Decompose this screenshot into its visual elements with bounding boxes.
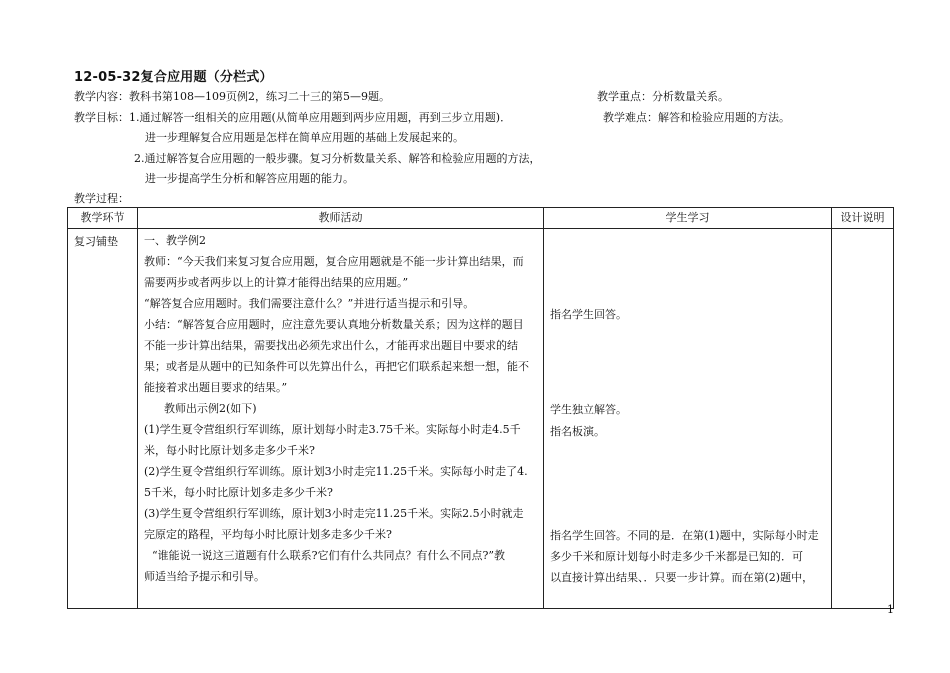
column-header-stage: 教学环节	[68, 208, 138, 229]
teaching-goal-1: 教学目标：1.通过解答一组相关的应用题(从简单应用题到两步应用题，再到三步立用题)．	[74, 111, 512, 124]
page-title: 12-05-32复合应用题（分栏式）	[74, 70, 273, 85]
stage-label: 复习铺垫	[74, 235, 118, 248]
teacher-line: (1)学生夏令营组织行军训练，原计划每小时走3.75千米。实际每小时走4.5千	[144, 423, 521, 436]
column-header-design: 设计说明	[832, 208, 894, 229]
teacher-activity-cell	[138, 229, 544, 609]
teacher-line: 完原定的路程，平均每小时比原计划多走多少千米?	[144, 528, 392, 541]
student-line: 指名学生回答。	[550, 308, 627, 321]
design-notes-cell	[832, 229, 894, 609]
student-line: 以直接计算出结果、．只要一步计算。而在第(2)题中，	[550, 571, 814, 584]
teacher-line: 5千米，每小时比原计划多走多少千米?	[144, 486, 333, 499]
teacher-line: 教师出示例2(如下)	[164, 402, 257, 415]
teacher-line: “谁能说一说这三道题有什么联系?它们有什么共同点？有什么不同点?”教	[152, 549, 506, 562]
teacher-line: 需要两步或者两步以上的计算才能得出结果的应用题。”	[144, 276, 409, 289]
student-line: 学生独立解答。	[550, 403, 627, 416]
teacher-line: “解答复合应用题时。我们需要注意什么？”并进行适当提示和引导。	[144, 297, 475, 310]
teacher-line: 不能一步计算出结果，需要找出必须先求出什么，才能再求出题目中要求的结	[144, 339, 518, 352]
student-learning-cell	[544, 229, 832, 609]
teacher-line: 米，每小时比原计划多走多少千米?	[144, 444, 315, 457]
teaching-goal-1-continued: 进一步理解复合应用题是怎样在简单应用题的基础上发展起来的。	[145, 131, 464, 144]
teaching-goal-2: 2.通过解答复合应用题的一般步骤。复习分析数量关系、解答和检验应用题的方法，	[134, 152, 541, 165]
column-header-student: 学生学习	[544, 208, 832, 229]
teaching-content: 教学内容：教科书第108—109页例2，练习二十三的第5—9题。	[74, 90, 390, 103]
teacher-line: 小结：“解答复合应用题时，应注意先要认真地分析数量关系；因为这样的题目	[144, 318, 524, 331]
teacher-line: 果；或者是从题中的已知条件可以先算出什么，再把它们联系起来想一想，能不	[144, 360, 529, 373]
student-line: 指名学生回答。不同的是．在第(1)题中，实际每小时走	[550, 529, 819, 542]
student-line: 指名板演。	[550, 425, 605, 438]
teaching-difficulty: 教学难点：解答和检验应用题的方法。	[603, 111, 790, 124]
column-header-teacher: 教师活动	[138, 208, 544, 229]
teacher-line: 一、教学例2	[144, 234, 206, 247]
teaching-focus: 教学重点：分析数量关系。	[597, 90, 729, 103]
teacher-line: 能接着求出题目要求的结果。”	[144, 381, 288, 394]
lesson-table	[67, 207, 894, 609]
teacher-line: 师适当给予提示和引导。	[144, 570, 265, 583]
teaching-goal-2-continued: 进一步提高学生分析和解答应用题的能力。	[145, 172, 354, 185]
table-header-row	[68, 208, 894, 229]
teacher-line: (2)学生夏令营组织行军训练。原计划3小时走完11.25千米。实际每小时走了4.	[144, 465, 528, 478]
teacher-line: 教师：“今天我们来复习复合应用题，复合应用题就是不能一步计算出结果，而	[144, 255, 524, 268]
stage-cell	[68, 229, 138, 609]
teacher-line: (3)学生夏令营组织行军训练，原计划3小时走完11.25千米。实际2.5小时就走	[144, 507, 524, 520]
table-row	[68, 229, 894, 609]
student-line: 多少千米和原计划每小时走多少千米都是已知的．可	[550, 550, 803, 563]
page-number: 1	[887, 603, 894, 616]
teaching-process-label: 教学过程：	[74, 192, 129, 205]
